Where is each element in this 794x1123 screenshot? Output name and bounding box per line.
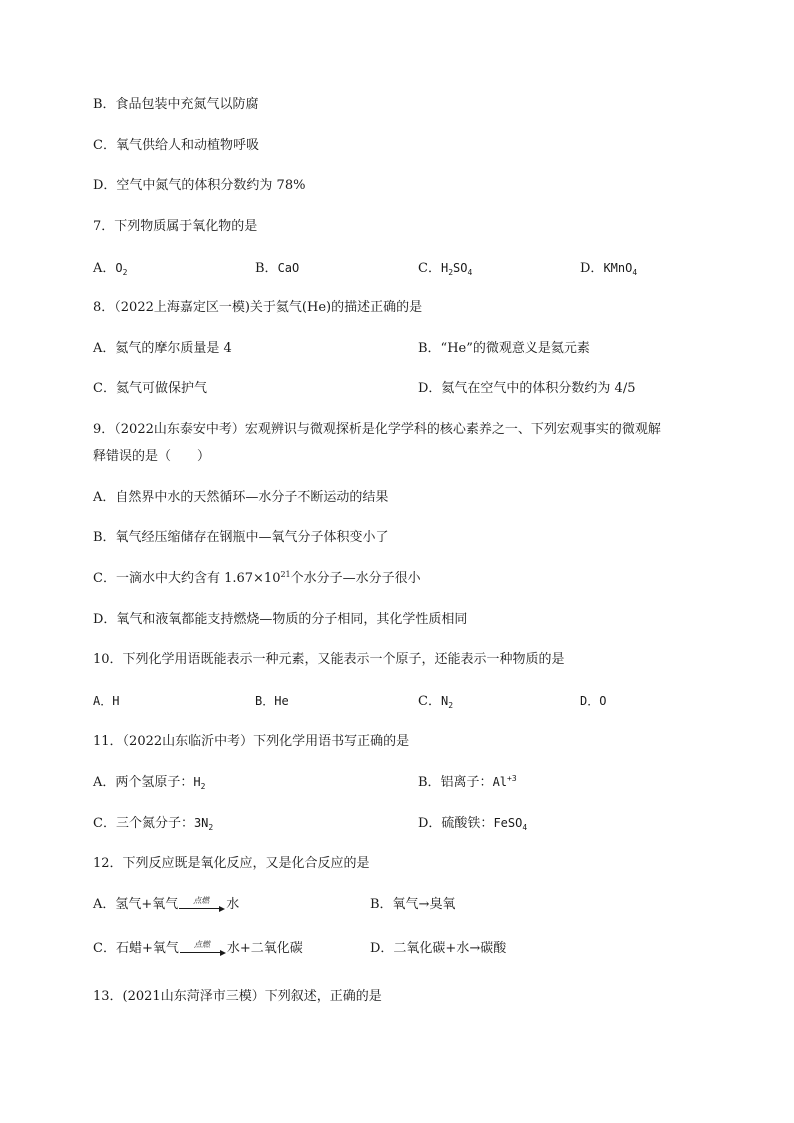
q12-option-c [93, 940, 303, 958]
q7-d-formula [603, 261, 637, 275]
reaction-arrow-icon [179, 895, 225, 912]
q11-a-sub: 2 [200, 782, 206, 791]
q9-option-c [93, 570, 421, 588]
q8-option-a: A．氦气的摩尔质量是 4 [93, 341, 232, 356]
q6-option-b: B．食品包装中充氮气以防腐 [93, 97, 259, 112]
q12-option-b: B．氧气→臭氧 [370, 897, 456, 912]
q11-a-main: H [193, 775, 201, 789]
q11-b-main: Al [492, 775, 508, 789]
q9-stem-line2: 释错误的是（ ） [93, 449, 211, 464]
q11-b-label: B．铝离子： [418, 775, 493, 790]
q7-a-label: A． [93, 261, 116, 276]
q8-option-b: B．“He”的微观意义是氦元素 [418, 341, 590, 356]
q10-stem: 10．下列化学用语既能表示一种元素，又能表示一个原子，还能表示一种物质的是 [93, 652, 565, 667]
q7-c-label: C． [418, 261, 441, 276]
q7-a-formula [115, 261, 127, 275]
q7-option-d [580, 259, 637, 278]
q7-option-b [255, 259, 299, 278]
q9-option-d: D．氧气和液氧都能支持燃烧—物质的分子相同，其化学性质相同 [93, 612, 468, 627]
q11-b-formula [493, 775, 517, 789]
q12-stem: 12．下列反应既是氧化反应，又是化合反应的是 [93, 856, 370, 871]
q11-d-formula [493, 816, 527, 830]
q7-stem: 7．下列物质属于氧化物的是 [93, 219, 258, 234]
q11-d-label: D．硫酸铁： [418, 816, 494, 831]
q7-d-sub: 4 [632, 268, 638, 277]
q11-stem: 11．（2022山东临沂中考）下列化学用语书写正确的是 [93, 734, 410, 749]
q10-c-sub: 2 [448, 701, 454, 710]
q11-a-label: A．两个氢原子： [93, 775, 194, 790]
q10-option-c [418, 692, 453, 711]
q12-c-condition: 点燃 [193, 939, 210, 949]
q9-option-b: B．氧气经压缩储存在钢瓶中—氧气分子体积变小了 [93, 530, 389, 545]
q9-c-exponent: 21 [280, 570, 291, 579]
reaction-arrow-icon [180, 939, 226, 956]
q10-option-a: A．H [93, 694, 120, 708]
q10-c-label: C． [418, 694, 441, 709]
q10-c-formula [441, 694, 453, 708]
q12-option-a [93, 896, 239, 914]
q8-option-c: C．氦气可做保护气 [93, 381, 207, 396]
q7-d-label: D． [580, 261, 604, 276]
q7-c-formula [441, 261, 472, 275]
q8-option-d: D．氦气在空气中的体积分数约为 4/5 [418, 381, 636, 396]
q9-option-a: A．自然界中水的天然循环—水分子不断运动的结果 [93, 490, 389, 505]
q11-d-main: FeSO [493, 816, 523, 830]
q12-a-condition: 点燃 [193, 895, 210, 905]
q9-c-pre: C．一滴水中大约含有 1.67×10 [93, 571, 281, 586]
q7-b-formula: CaO [277, 261, 300, 275]
q7-a-sub: 2 [122, 268, 128, 277]
q11-option-b [418, 773, 517, 792]
q9-c-post: 个水分子—水分子很小 [290, 571, 421, 586]
q13-stem: 13．(2021山东菏泽市三模）下列叙述，正确的是 [93, 989, 382, 1004]
q12-c-products: 水+二氧化碳 [226, 941, 303, 956]
q11-a-formula [193, 775, 205, 789]
q11-b-sup: +3 [507, 774, 517, 783]
q9-stem-line1: 9．（2022山东泰安中考）宏观辨识与微观探析是化学学科的核心素养之一、下列宏观事实的微观解 [93, 422, 661, 437]
q10-option-b: B．He [255, 694, 289, 708]
q11-option-a [93, 773, 205, 792]
q7-c-s-sub: 4 [467, 268, 473, 277]
q7-b-label: B． [255, 261, 278, 276]
q12-a-reactants: A．氢气+氧气 [93, 897, 179, 912]
q12-c-reactants: C．石蜡+氧气 [93, 941, 179, 956]
q12-option-d: D．二氧化碳+水→碳酸 [370, 941, 507, 956]
q12-a-products: 水 [226, 897, 240, 912]
q11-d-sub: 4 [522, 823, 528, 832]
q7-c-h: H [440, 261, 449, 275]
q11-c-label: C．三个氮分子： [93, 816, 194, 831]
q11-option-c [93, 814, 213, 833]
q7-c-s: SO [453, 261, 468, 275]
q6-option-d: D．空气中氮气的体积分数约为 78% [93, 178, 306, 193]
q10-option-d: D．O [580, 694, 607, 708]
q11-c-main: 3N [193, 816, 209, 830]
q7-c-h-sub: 2 [448, 268, 454, 277]
q10-c-main: N [440, 694, 449, 708]
q11-option-d [418, 814, 527, 833]
q6-option-c: C．氧气供给人和动植物呼吸 [93, 138, 259, 153]
q7-d-main: KMnO [603, 261, 633, 275]
q7-a-main: O [115, 261, 123, 275]
q7-option-c [418, 259, 472, 278]
q7-option-a [93, 259, 127, 278]
q11-c-formula [194, 816, 213, 830]
q8-stem: 8．（2022上海嘉定区一模)关于氦气(He)的描述正确的是 [93, 300, 423, 315]
q11-c-sub: 2 [208, 823, 214, 832]
